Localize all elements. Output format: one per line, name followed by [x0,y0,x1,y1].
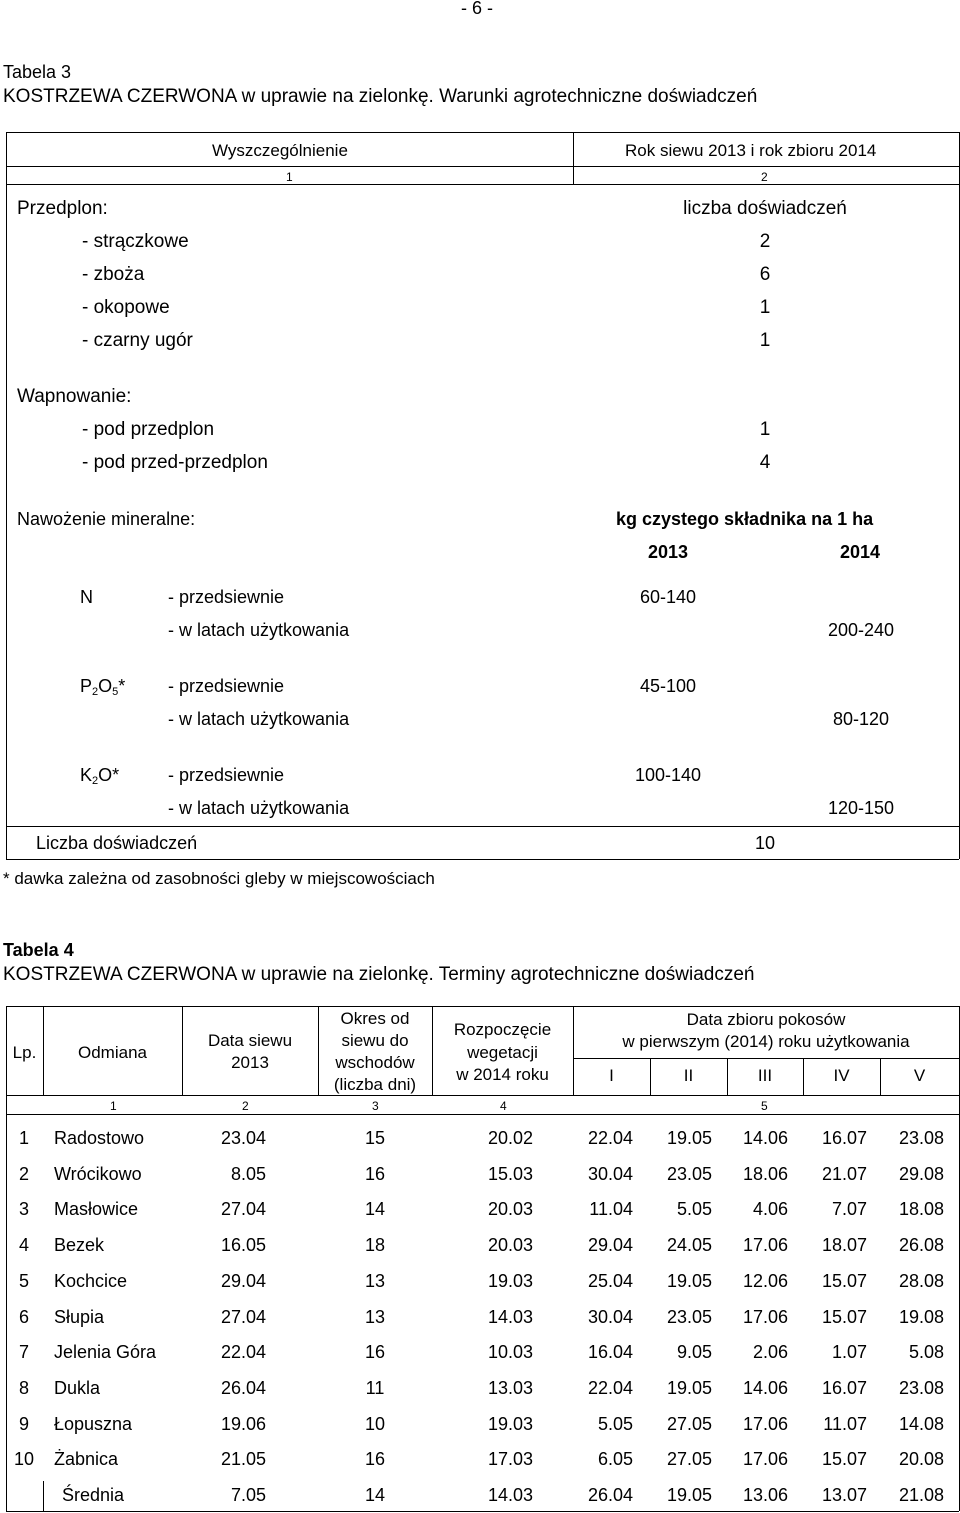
table4-label: Tabela 4 [3,940,74,960]
przedplon-unit-header: liczba doświadczeń [683,198,847,219]
cell-okres: 13 [364,1307,386,1327]
header-rozpoczecie: wegetacji [467,1043,538,1062]
cell-pokos-v: 5.08 [908,1342,944,1362]
cell-pokos-iii: 17.06 [742,1449,788,1469]
table4-title: KOSTRZEWA CZERWONA w uprawie na zielonkę. Terminy agrotechniczne doświadczeń [3,964,755,985]
cell-pokos-iv: 15.07 [821,1307,867,1327]
table3-border-top [6,132,959,133]
cell-pokos-iv: 16.07 [821,1378,867,1398]
cell-pokos-iii: 14.06 [742,1128,788,1148]
cell-pokos-ii: 27.05 [666,1414,712,1434]
cell-okres: 15 [364,1128,386,1148]
cell-okres: 16 [364,1164,386,1184]
table4-numbers-line [6,1114,959,1115]
mean-cell-data-siewu: 7.05 [230,1485,266,1505]
cell-data-siewu: 8.05 [230,1164,266,1184]
przedplon-row-label: - okopowe [82,297,170,318]
cell-pokos-i: 22.04 [587,1128,633,1148]
table3-col-divider [573,132,574,184]
cell-pokos-iv: 18.07 [821,1235,867,1255]
cell-pokos-iv: 1.07 [831,1342,867,1362]
cell-pokos-v: 28.08 [898,1271,944,1291]
cell-pokos-v: 23.08 [898,1378,944,1398]
cell-odmiana: Dukla [54,1378,101,1398]
cell-odmiana: Bezek [54,1235,105,1255]
cell-pokos-v: 29.08 [898,1164,944,1184]
cell-pokos-i: 30.04 [587,1164,633,1184]
header-okres: wschodów [335,1053,415,1072]
header-data-zbioru-sub: w pierwszym (2014) roku użytkowania [622,1032,910,1051]
header-pokos-i: I [609,1066,614,1085]
nawozenie-year-2014: 2014 [839,542,881,562]
header-pokos-iv: IV [833,1066,850,1085]
nutrient-symbol-k2o: $K_2O*$ [80,765,120,787]
cell-rozpoczecie: 20.02 [487,1128,533,1148]
cell-pokos-i: 22.04 [587,1378,633,1398]
cell-pokos-v: 23.08 [898,1128,944,1148]
table4-header-line [6,1095,959,1096]
cell-odmiana: Łopuszna [54,1414,133,1434]
nutrient-pre-value: 100-140 [634,765,702,785]
mean-cell-rozpoczecie: 14.03 [487,1485,533,1505]
cell-pokos-ii: 24.05 [666,1235,712,1255]
wapnowanie-row-value: 4 [759,452,771,473]
cell-pokos-i: 5.05 [597,1414,633,1434]
nutrient-pre-label: - przedsiewnie [168,587,285,607]
cell-odmiana: Żabnica [54,1449,119,1469]
nawozenie-unit-header: kg czystego składnika na 1 ha [616,509,874,529]
cell-odmiana: Masłowice [54,1199,139,1219]
cell-lp: 8 [18,1378,29,1398]
cell-pokos-v: 18.08 [898,1199,944,1219]
cell-pokos-i: 11.04 [589,1199,633,1219]
nutrient-symbol-n: N [80,587,93,607]
cell-data-siewu: 27.04 [220,1199,266,1219]
table3-footnote: * dawka zależna od zasobności gleby w miejscowościach [3,869,435,888]
cell-data-siewu: 23.04 [220,1128,266,1148]
cell-pokos-v: 14.08 [898,1414,944,1434]
header-okres: (liczba dni) [333,1075,417,1094]
cell-pokos-iii: 17.06 [742,1414,788,1434]
cell-rozpoczecie: 20.03 [487,1235,533,1255]
count-value: 10 [754,833,776,853]
nutrient-use-label: - w latach użytkowania [168,620,350,640]
nutrient-use-value: 200-240 [827,620,895,640]
cell-odmiana: Wrócikowo [54,1164,142,1184]
nutrient-symbol-p2o5: $P_2O_5*$ [80,676,126,698]
cell-data-siewu: 27.04 [220,1307,266,1327]
cell-pokos-iv: 15.07 [821,1271,867,1291]
cell-pokos-iii: 2.06 [752,1342,788,1362]
cell-pokos-iii: 18.06 [742,1164,788,1184]
wapnowanie-label: Wapnowanie: [17,386,132,407]
przedplon-row-label: - strączkowe [82,231,189,252]
przedplon-row-value: 6 [759,264,771,285]
cell-lp: 1 [18,1128,29,1148]
col-number: 2 [242,1099,249,1113]
table3-count-line [6,826,959,827]
cell-pokos-i: 29.04 [587,1235,633,1255]
table3-border-bottom [6,859,959,860]
cell-lp: 5 [18,1271,29,1291]
cell-pokos-iv: 7.07 [831,1199,867,1219]
table4-border-left [6,1006,7,1511]
table4-border-top [6,1006,959,1007]
nawozenie-label: Nawożenie mineralne: [17,509,196,529]
cell-okres: 14 [364,1199,386,1219]
wapnowanie-row-label: - pod przed-przedplon [82,452,268,473]
header-okres: siewu do [341,1031,409,1050]
cell-rozpoczecie: 10.03 [487,1342,533,1362]
cell-rozpoczecie: 15.03 [487,1164,533,1184]
cell-odmiana: Radostowo [54,1128,145,1148]
cell-odmiana: Słupia [54,1307,105,1327]
col-number: 1 [110,1099,117,1113]
cell-pokos-iii: 14.06 [742,1378,788,1398]
cell-pokos-v: 26.08 [898,1235,944,1255]
mean-cell-pokos-v: 21.08 [898,1485,944,1505]
table4-mean-divider [43,1481,44,1511]
przedplon-row-value: 2 [759,231,771,252]
nutrient-use-label: - w latach użytkowania [168,709,350,729]
table4-border-bottom [6,1511,959,1512]
header-rozpoczecie: Rozpoczęcie [453,1020,552,1039]
cell-pokos-ii: 19.05 [666,1271,712,1291]
header-pokos-ii: II [683,1066,694,1085]
cell-okres: 16 [364,1342,386,1362]
cell-pokos-iv: 15.07 [821,1449,867,1469]
cell-lp: 9 [18,1414,29,1434]
header-rozpoczecie: w 2014 roku [456,1065,549,1084]
przedplon-row-value: 1 [759,330,771,351]
nutrient-pre-value: 60-140 [639,587,697,607]
table3-header-line [6,166,959,167]
cell-data-siewu: 22.04 [220,1342,266,1362]
przedplon-label: Przedplon: [17,198,108,219]
header-okres: Okres od [340,1009,410,1028]
cell-pokos-ii: 9.05 [676,1342,712,1362]
mean-cell-pokos-iv: 13.07 [821,1485,867,1505]
header-pokos-v: V [913,1066,926,1085]
cell-data-siewu: 29.04 [220,1271,266,1291]
table3-col1-number: 1 [286,170,293,184]
count-label: Liczba doświadczeń [36,833,198,853]
cell-pokos-i: 30.04 [587,1307,633,1327]
header-pokos-iii: III [757,1066,773,1085]
mean-cell-pokos-iii: 13.06 [742,1485,788,1505]
nutrient-pre-label: - przedsiewnie [168,765,285,785]
nutrient-use-value: 120-150 [827,798,895,818]
cell-pokos-ii: 19.05 [666,1128,712,1148]
cell-lp: 6 [18,1307,29,1327]
cell-pokos-iii: 12.06 [742,1271,788,1291]
nutrient-pre-value: 45-100 [639,676,697,696]
cell-pokos-ii: 23.05 [666,1307,712,1327]
cell-okres: 18 [364,1235,386,1255]
cell-rozpoczecie: 19.03 [487,1414,533,1434]
mean-label: Średnia [62,1485,125,1505]
cell-odmiana: Jelenia Góra [54,1342,157,1362]
col-number: 4 [500,1099,507,1113]
mean-cell-pokos-ii: 19.05 [666,1485,712,1505]
nutrient-pre-label: - przedsiewnie [168,676,285,696]
cell-lp: 4 [18,1235,29,1255]
table3-numbers-line [6,184,959,185]
cell-lp: 7 [18,1342,29,1362]
cell-data-siewu: 19.06 [220,1414,266,1434]
header-lp: Lp. [12,1043,37,1062]
col-number: 5 [761,1099,768,1113]
table4-pokosy-line [573,1058,959,1059]
table3-title: KOSTRZEWA CZERWONA w uprawie na zielonkę. Warunki agrotechniczne doświadczeń [3,86,758,107]
nutrient-use-label: - w latach użytkowania [168,798,350,818]
cell-pokos-i: 16.04 [587,1342,633,1362]
cell-pokos-iii: 17.06 [742,1235,788,1255]
header-data-siewu-year: 2013 [231,1053,269,1072]
cell-okres: 13 [364,1271,386,1291]
cell-data-siewu: 26.04 [220,1378,266,1398]
cell-pokos-ii: 23.05 [666,1164,712,1184]
table3-col1-header: Wyszczególnienie [212,141,348,160]
table3-col2-number: 2 [761,170,768,184]
cell-okres: 11 [365,1378,385,1398]
cell-lp: 3 [18,1199,29,1219]
przedplon-row-label: - czarny ugór [82,330,193,351]
przedplon-row-label: - zboża [82,264,145,285]
nawozenie-year-2013: 2013 [647,542,689,562]
mean-cell-pokos-i: 26.04 [587,1485,633,1505]
col-number: 3 [372,1099,379,1113]
header-data-zbioru: Data zbioru pokosów [686,1010,846,1029]
nutrient-use-value: 80-120 [832,709,890,729]
cell-rozpoczecie: 20.03 [487,1199,533,1219]
table3-col2-header: Rok siewu 2013 i rok zbioru 2014 [625,141,877,160]
cell-rozpoczecie: 17.03 [487,1449,533,1469]
table3-label: Tabela 3 [3,62,72,82]
cell-pokos-ii: 19.05 [666,1378,712,1398]
cell-pokos-i: 25.04 [587,1271,633,1291]
cell-pokos-iv: 11.07 [823,1414,867,1434]
header-odmiana: Odmiana [78,1043,147,1062]
cell-pokos-ii: 27.05 [666,1449,712,1469]
cell-rozpoczecie: 19.03 [487,1271,533,1291]
cell-rozpoczecie: 14.03 [487,1307,533,1327]
przedplon-row-value: 1 [759,297,771,318]
cell-odmiana: Kochcice [54,1271,128,1291]
cell-pokos-v: 20.08 [898,1449,944,1469]
wapnowanie-row-value: 1 [759,419,771,440]
cell-pokos-i: 6.05 [597,1449,633,1469]
table3-border-left [6,132,7,859]
cell-pokos-v: 19.08 [898,1307,944,1327]
cell-okres: 10 [364,1414,386,1434]
header-data-siewu: Data siewu [207,1031,293,1050]
cell-data-siewu: 21.05 [220,1449,266,1469]
mean-cell-okres: 14 [364,1485,386,1505]
cell-pokos-iii: 17.06 [742,1307,788,1327]
cell-rozpoczecie: 13.03 [487,1378,533,1398]
wapnowanie-row-label: - pod przedplon [82,419,215,440]
cell-pokos-iv: 16.07 [821,1128,867,1148]
page-number: - 6 - [461,0,494,18]
cell-okres: 16 [364,1449,386,1469]
cell-data-siewu: 16.05 [220,1235,266,1255]
cell-pokos-iv: 21.07 [821,1164,867,1184]
cell-pokos-ii: 5.05 [676,1199,712,1219]
cell-lp: 2 [18,1164,29,1184]
cell-lp: 10 [13,1449,35,1469]
cell-pokos-iii: 4.06 [752,1199,788,1219]
